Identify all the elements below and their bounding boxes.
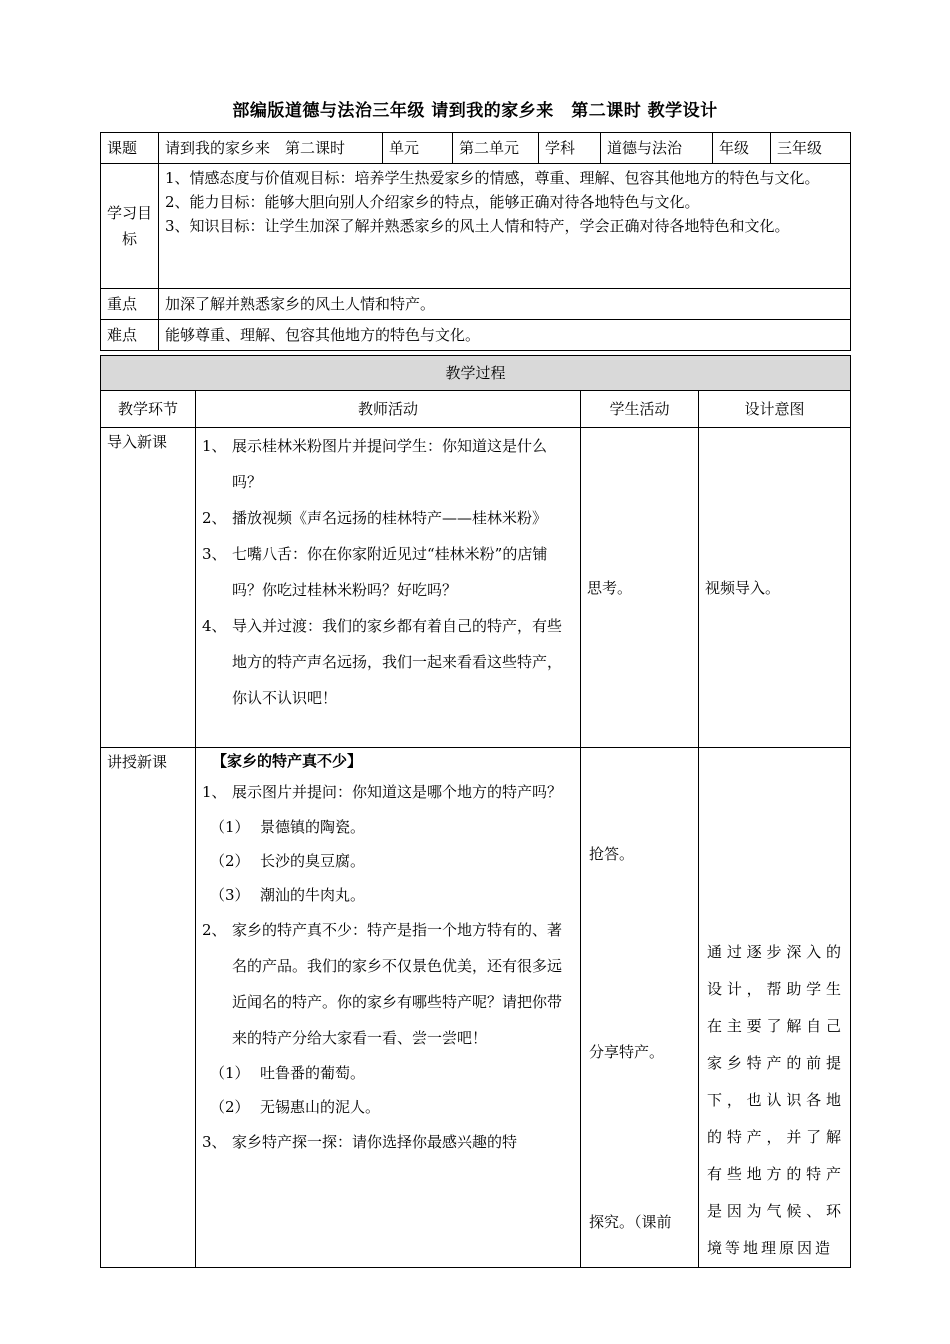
intro-teacher-activity — [196, 428, 581, 748]
key-point-row — [101, 289, 851, 320]
subject-value: 道德与法治 — [601, 133, 713, 164]
list-item: 1、 展示桂林米粉图片并提问学生：你知道这是什么吗？ — [202, 437, 548, 491]
topic-label: 课题 — [101, 133, 159, 164]
process-band: 教学过程 — [101, 356, 851, 391]
lesson-stage: 讲授新课 — [101, 748, 196, 1268]
student-share: 分享特产。 — [589, 1043, 665, 1061]
lesson-info-table — [100, 132, 851, 351]
goals-label: 学习目标 — [101, 164, 159, 289]
goal-item: 3、知识目标：让学生加深了解并熟悉家乡的风土人情和特产，学会正确对待各地特色和文化。 — [165, 217, 790, 235]
intro-row — [101, 428, 851, 748]
header-teacher: 教师活动 — [196, 391, 581, 428]
list-item: 2、 家乡的特产真不少：特产是指一个地方特有的、著名的产品。我们的家乡不仅景色优美，还有很多远近闻名的特产。你的家乡有哪些特产呢？请把你带来的特产分给大家看一看、尝一尝吧！ — [202, 921, 563, 1047]
subject-label: 学科 — [539, 133, 601, 164]
unit-value: 第二单元 — [453, 133, 539, 164]
lesson-design-intent: 通过逐步深入的设计，帮助学生在主要了解自己家乡特产的前提下，也认识各地的特产，并了解有些地方的特产是因为气候、环境等地理原因造 — [699, 748, 851, 1268]
list-item: （2） 无锡惠山的泥人。 — [210, 1098, 381, 1116]
intro-design-intent: 视频导入。 — [699, 428, 851, 748]
goals-list — [159, 164, 851, 289]
difficult-label: 难点 — [101, 320, 159, 351]
difficult-value: 能够尊重、理解、包容其他地方的特色与文化。 — [159, 320, 851, 351]
process-header-row — [101, 391, 851, 428]
grade-label: 年级 — [713, 133, 771, 164]
intro-stage: 导入新课 — [101, 428, 196, 748]
list-item: 2、 播放视频《声名远扬的桂林特产——桂林米粉》 — [202, 509, 548, 527]
header-student: 学生活动 — [581, 391, 699, 428]
unit-label: 单元 — [383, 133, 453, 164]
goal-item: 2、能力目标：能够大胆向别人介绍家乡的特点，能够正确对待各地特色与文化。 — [165, 193, 700, 211]
list-item: 3、 家乡特产探一探：请你选择你最感兴趣的特 — [202, 1133, 518, 1151]
topic-value: 请到我的家乡来 第二课时 — [159, 133, 383, 164]
key-value: 加深了解并熟悉家乡的风土人情和特产。 — [159, 289, 851, 320]
grade-value: 三年级 — [771, 133, 851, 164]
goals-row — [101, 164, 851, 289]
lesson-row — [101, 748, 851, 1268]
list-item: （1） 景德镇的陶瓷。 — [210, 818, 366, 836]
process-band-row — [101, 356, 851, 391]
topic-row — [101, 133, 851, 164]
difficult-point-row — [101, 320, 851, 351]
lesson-student-activity — [581, 748, 699, 1268]
goal-item: 1、情感态度与价值观目标：培养学生热爱家乡的情感，尊重、理解、包容其他地方的特色与文化。 — [165, 169, 820, 187]
student-answer: 抢答。 — [589, 845, 635, 863]
list-item: 4、 导入并过渡：我们的家乡都有着自己的特产，有些地方的特产声名远扬，我们一起来看看这些特产，你认不认识吧！ — [202, 617, 563, 707]
key-label: 重点 — [101, 289, 159, 320]
list-item: 3、 七嘴八舌：你在你家附近见过“桂林米粉”的店铺吗？你吃过桂林米粉吗？好吃吗？ — [202, 545, 548, 599]
student-explore: 探究。（课前 — [589, 1213, 672, 1231]
teaching-process-table — [100, 355, 851, 1268]
header-intent: 设计意图 — [699, 391, 851, 428]
list-item: （2） 长沙的臭豆腐。 — [210, 852, 366, 870]
document-title: 部编版道德与法治三年级 请到我的家乡来 第二课时 教学设计 — [232, 101, 718, 121]
lesson-teacher-activity — [196, 748, 581, 1268]
section-title: 【家乡的特产真不少】 — [212, 752, 363, 770]
list-item: 1、 展示图片并提问：你知道这是哪个地方的特产吗？ — [202, 783, 563, 801]
list-item: （3） 潮汕的牛肉丸。 — [210, 886, 366, 904]
list-item: （1） 吐鲁番的葡萄。 — [210, 1064, 366, 1082]
header-stage: 教学环节 — [101, 391, 196, 428]
intro-student-activity: 思考。 — [581, 428, 699, 748]
